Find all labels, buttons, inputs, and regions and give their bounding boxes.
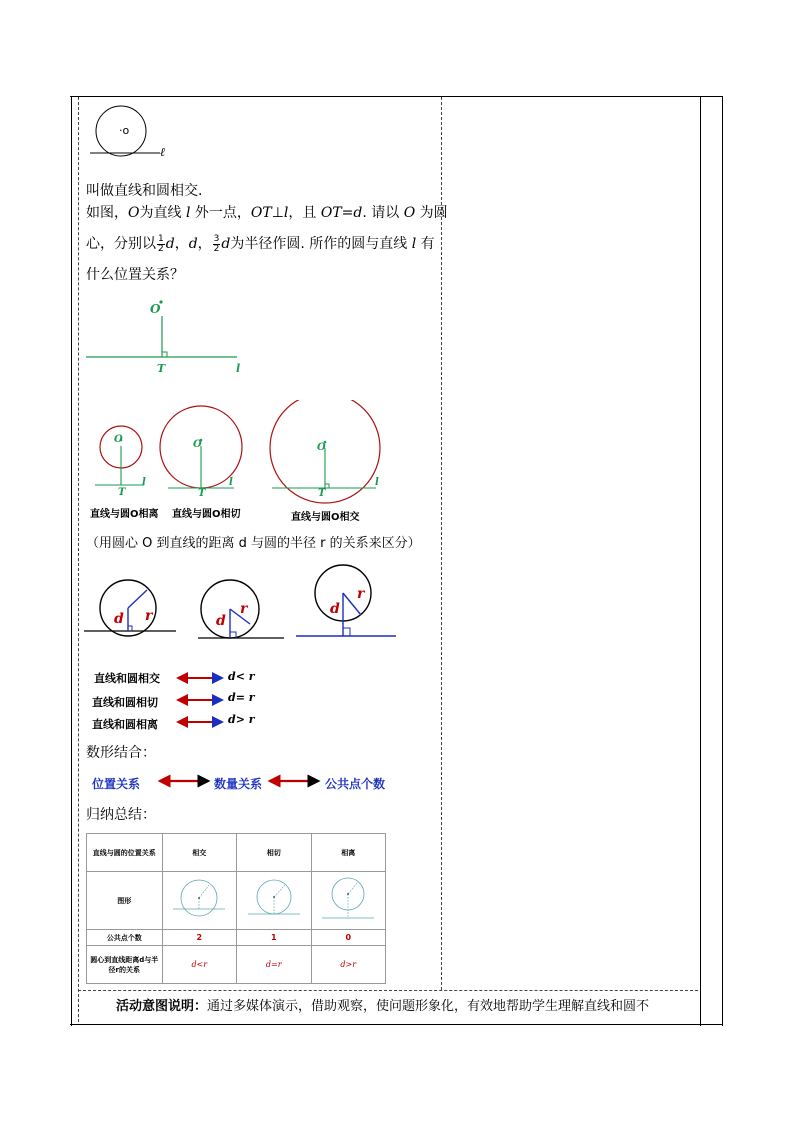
circle3-label-o: O xyxy=(317,442,326,453)
q-eq: = xyxy=(341,205,354,221)
circle1-label-o: O xyxy=(114,434,123,445)
circle2-caption: 直线与圆O相切 xyxy=(172,509,241,520)
table-cell: 相离 xyxy=(311,834,386,872)
frac-den: 2 xyxy=(213,243,220,254)
q-text: 为圆 xyxy=(415,205,448,221)
fraction-three-halves xyxy=(213,235,221,254)
figure-label-o: O xyxy=(150,302,161,316)
table-cell: d<r xyxy=(162,946,236,984)
chain-position-relation: 位置关系 xyxy=(92,777,141,791)
activity-note xyxy=(116,996,649,1018)
chain-quantity-relation: 数量关系 xyxy=(214,777,263,791)
summary-table xyxy=(86,833,386,984)
figure-label-l: l xyxy=(236,362,241,375)
relation-arrows xyxy=(176,672,226,728)
q-var-d: d xyxy=(221,236,231,252)
q-var-ot: OT xyxy=(250,205,272,221)
q-var-o: O xyxy=(403,205,416,221)
table-cell: d=r xyxy=(237,946,311,984)
q-perp: ⊥ xyxy=(271,205,284,221)
chain-common-points: 公共点个数 xyxy=(325,777,386,791)
table-cell: 0 xyxy=(311,930,386,946)
relation-right-intersect: d< r xyxy=(228,670,255,683)
circle2-label-o: O xyxy=(193,439,202,450)
circle1-label-t: T xyxy=(118,487,126,498)
frame-right-border xyxy=(722,96,723,1026)
fig2-label-r: r xyxy=(240,601,248,617)
q-comma: ， xyxy=(197,236,212,252)
table-row xyxy=(87,946,386,984)
fig3-label-r: r xyxy=(357,586,365,602)
q-var-o: O xyxy=(128,205,140,221)
q-var-d: d xyxy=(165,236,175,252)
table-cell: 公共点个数 xyxy=(87,930,163,946)
frame-left-border xyxy=(71,96,72,1026)
fig1-label-d: d xyxy=(114,611,124,627)
mini-figure-intersect xyxy=(169,875,229,925)
circle2-label-t: T xyxy=(198,488,206,499)
q-text: 为直线 xyxy=(139,205,186,221)
figure-o-t-l xyxy=(84,296,254,378)
q-var-d: d xyxy=(188,236,198,252)
distinguish-note: （用圆心 O 到直线的距离 d 与圆的半径 r 的关系来区分） xyxy=(86,536,421,551)
fraction-one-half xyxy=(157,235,165,254)
column-divider-dashed xyxy=(441,97,442,990)
mini-figure-separate xyxy=(318,875,378,925)
q-var-d: d xyxy=(353,205,363,221)
table-cell: 1 xyxy=(237,930,311,946)
table-cell: d>r xyxy=(311,946,386,984)
shuxing-heading: 数形结合： xyxy=(86,745,156,761)
relation-right-tangent: d= r xyxy=(228,691,255,704)
figure-top-line-label: ℓ xyxy=(160,145,165,159)
table-figure-tangent xyxy=(237,872,311,930)
table-cell: 相交 xyxy=(162,834,236,872)
frac-den: 2 xyxy=(158,243,164,254)
activity-text: 通过多媒体演示，借助观察，使问题形象化，有效地帮助学生理解直线和圆不 xyxy=(207,999,650,1014)
frame-inner-right xyxy=(700,96,701,1026)
table-header-row xyxy=(87,834,386,872)
frame-bottom-rule xyxy=(70,1024,722,1025)
activity-label: 活动意图说明： xyxy=(116,999,208,1014)
q-comma: ， xyxy=(174,236,189,252)
q-text: 如图， xyxy=(86,205,128,221)
q-text: . 请以 xyxy=(362,205,404,221)
q-var-l: l xyxy=(185,205,191,221)
frac-num: 1 xyxy=(158,233,164,244)
q-text: 有 xyxy=(416,236,435,252)
q-var-l: l xyxy=(411,236,417,252)
frame-top-rule xyxy=(70,96,722,97)
circle2-label-l: l xyxy=(229,477,233,488)
table-figure-separate xyxy=(311,872,386,930)
cell-left-dashed xyxy=(78,97,79,1022)
table-row xyxy=(87,930,386,946)
circle1-caption: 直线与圆O相离 xyxy=(90,509,159,520)
q-text: 心，分别以 xyxy=(86,236,156,252)
figure-label-t: T xyxy=(157,362,166,375)
table-cell: 图形 xyxy=(87,872,163,930)
table-figure-intersect xyxy=(162,872,236,930)
guina-heading: 归纳总结： xyxy=(86,807,156,823)
chain-arrow-2 xyxy=(268,774,322,788)
fig3-label-d: d xyxy=(330,601,340,617)
table-row xyxy=(87,872,386,930)
q-text: 为半径作圆. 所作的圆与直线 xyxy=(230,236,412,252)
frac-num: 3 xyxy=(213,233,220,244)
activity-separator-dashed xyxy=(78,990,698,991)
q-text: 外一点， xyxy=(190,205,251,221)
fig1-label-r: r xyxy=(145,608,153,624)
table-cell: 相切 xyxy=(237,834,311,872)
chain-arrow-1 xyxy=(158,774,212,788)
relation-left-intersect: 直线和圆相交 xyxy=(94,672,160,685)
mini-figure-tangent xyxy=(244,875,304,925)
question-line-1 xyxy=(86,202,448,224)
q-text: ，且 xyxy=(288,205,321,221)
fig2-label-d: d xyxy=(216,613,226,629)
intersect-caption: 叫做直线和圆相交. xyxy=(86,183,203,199)
table-cell: 圆心到直线距离d与半径r的关系 xyxy=(87,946,163,984)
table-cell: 直线与圆的位置关系 xyxy=(87,834,163,872)
relation-left-tangent: 直线和圆相切 xyxy=(92,696,158,709)
relation-right-separate: d> r xyxy=(228,713,255,726)
circle3-label-t: T xyxy=(318,488,326,499)
circle3-caption: 直线与圆O相交 xyxy=(291,512,360,523)
q-var-l: l xyxy=(283,205,289,221)
question-line-3: 什么位置关系？ xyxy=(86,267,184,283)
circle3-label-l: l xyxy=(375,477,379,488)
table-cell: 2 xyxy=(162,930,236,946)
relation-left-separate: 直线和圆相离 xyxy=(92,718,158,731)
figure-top-center-label: ·o xyxy=(119,124,130,137)
circle1-label-l: l xyxy=(142,477,146,488)
figure-three-circles xyxy=(84,400,394,505)
question-line-2 xyxy=(86,233,435,255)
q-var-ot: OT xyxy=(320,205,342,221)
